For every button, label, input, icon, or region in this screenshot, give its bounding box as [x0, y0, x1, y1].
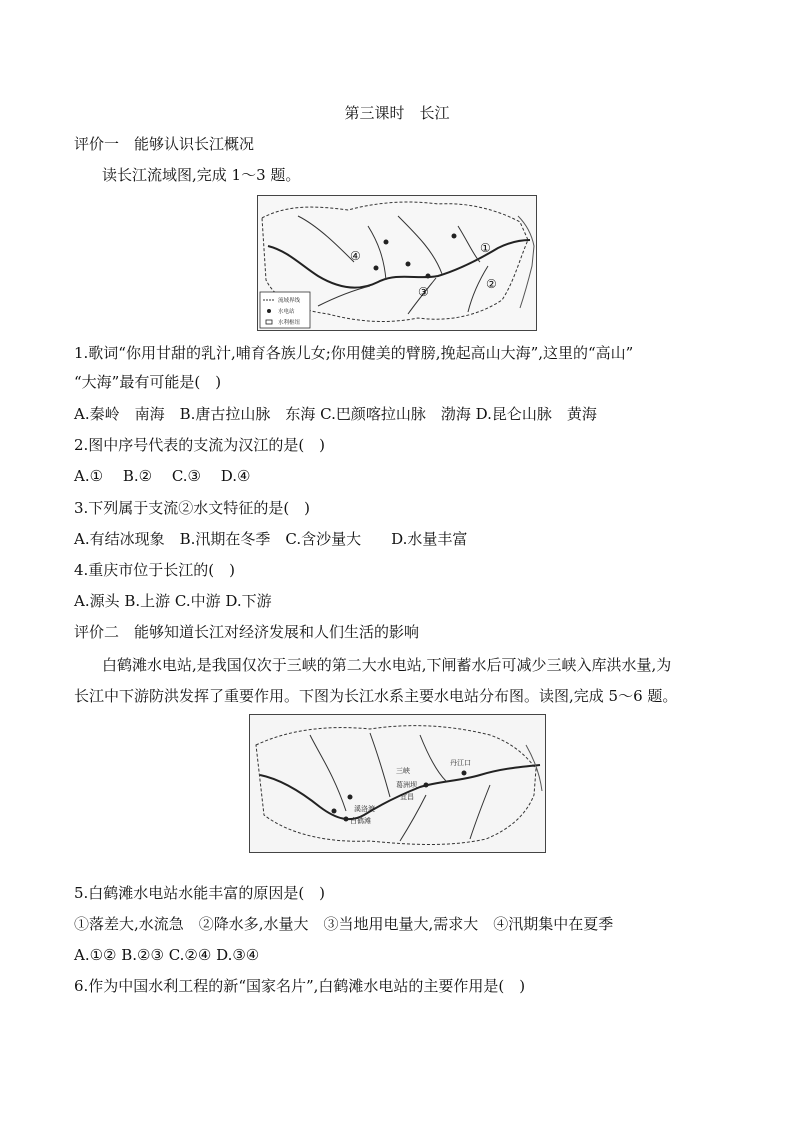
q5-choices: ①落差大,水流急 ②降水多,水量大 ③当地用电量大,需求大 ④汛期集中在夏季 — [74, 915, 614, 933]
section1-heading: 评价一 能够认识长江概况 — [74, 135, 255, 153]
q2-stem: 2.图中序号代表的支流为汉江的是( ) — [74, 436, 326, 454]
map2-label-danjiangkou: 丹江口 — [450, 759, 471, 767]
hydropower-map — [249, 714, 546, 853]
section1-intro: 读长江流域图,完成 1～3 题。 — [102, 166, 301, 184]
page-title: 第三课时 长江 — [344, 104, 450, 122]
q1-options: A.秦岭 南海 B.唐古拉山脉 东海 C.巴颜喀拉山脉 渤海 D.昆仑山脉 黄海 — [74, 405, 597, 423]
q3-stem: 3.下列属于支流②水文特征的是( ) — [74, 499, 311, 517]
section2-para-line1: 白鹤滩水电站,是我国仅次于三峡的第二大水电站,下闸蓄水后可减少三峡入库洪水量,为 — [102, 656, 672, 674]
map1-legend-station: 水电站 — [278, 309, 295, 315]
map1-label-1: ① — [480, 241, 491, 255]
q4-options: A.源头 B.上游 C.中游 D.下游 — [74, 592, 272, 610]
q6-stem: 6.作为中国水利工程的新“国家名片”,白鹤滩水电站的主要作用是( ) — [74, 977, 526, 995]
section2-heading: 评价二 能够知道长江对经济发展和人们生活的影响 — [74, 623, 420, 641]
map1-legend-boundary: 流域界线 — [278, 298, 301, 304]
q2-options: A.① B.② C.③ D.④ — [74, 467, 251, 485]
q5-stem: 5.白鹤滩水电站水能丰富的原因是( ) — [74, 884, 326, 902]
map1-legend — [260, 292, 310, 328]
yangtze-basin-map — [257, 195, 537, 331]
q3-options: A.有结冰现象 B.汛期在冬季 C.含沙量大 D.水量丰富 — [74, 530, 468, 548]
q1-stem-cont: “大海”最有可能是( ) — [74, 373, 222, 391]
q4-stem: 4.重庆市位于长江的( ) — [74, 561, 236, 579]
map1-legend-hub: 水利枢纽 — [278, 320, 301, 326]
q5-options: A.①② B.②③ C.②④ D.③④ — [74, 946, 260, 964]
map2-label-sanxia: 三峡 — [396, 767, 410, 775]
q1-stem: 1.歌词“你用甘甜的乳汁,哺育各族儿女;你用健美的臂膀,挽起高山大海”,这里的“高山” — [74, 344, 634, 362]
map2-label-yichang: 宜昌 — [400, 793, 414, 801]
map2-label-baihetan: 白鹤滩 — [350, 817, 371, 825]
map1-label-4: ④ — [350, 249, 361, 263]
map2-label-gezhouba: 葛洲坝 — [396, 781, 417, 789]
map2-label-xiluodu: 溪洛渡 — [354, 805, 375, 813]
map1-label-2: ② — [486, 277, 497, 291]
section2-para-line2: 长江中下游防洪发挥了重要作用。下图为长江水系主要水电站分布图。读图,完成 5～6 题。 — [74, 687, 678, 705]
map1-label-3: ③ — [418, 285, 429, 299]
